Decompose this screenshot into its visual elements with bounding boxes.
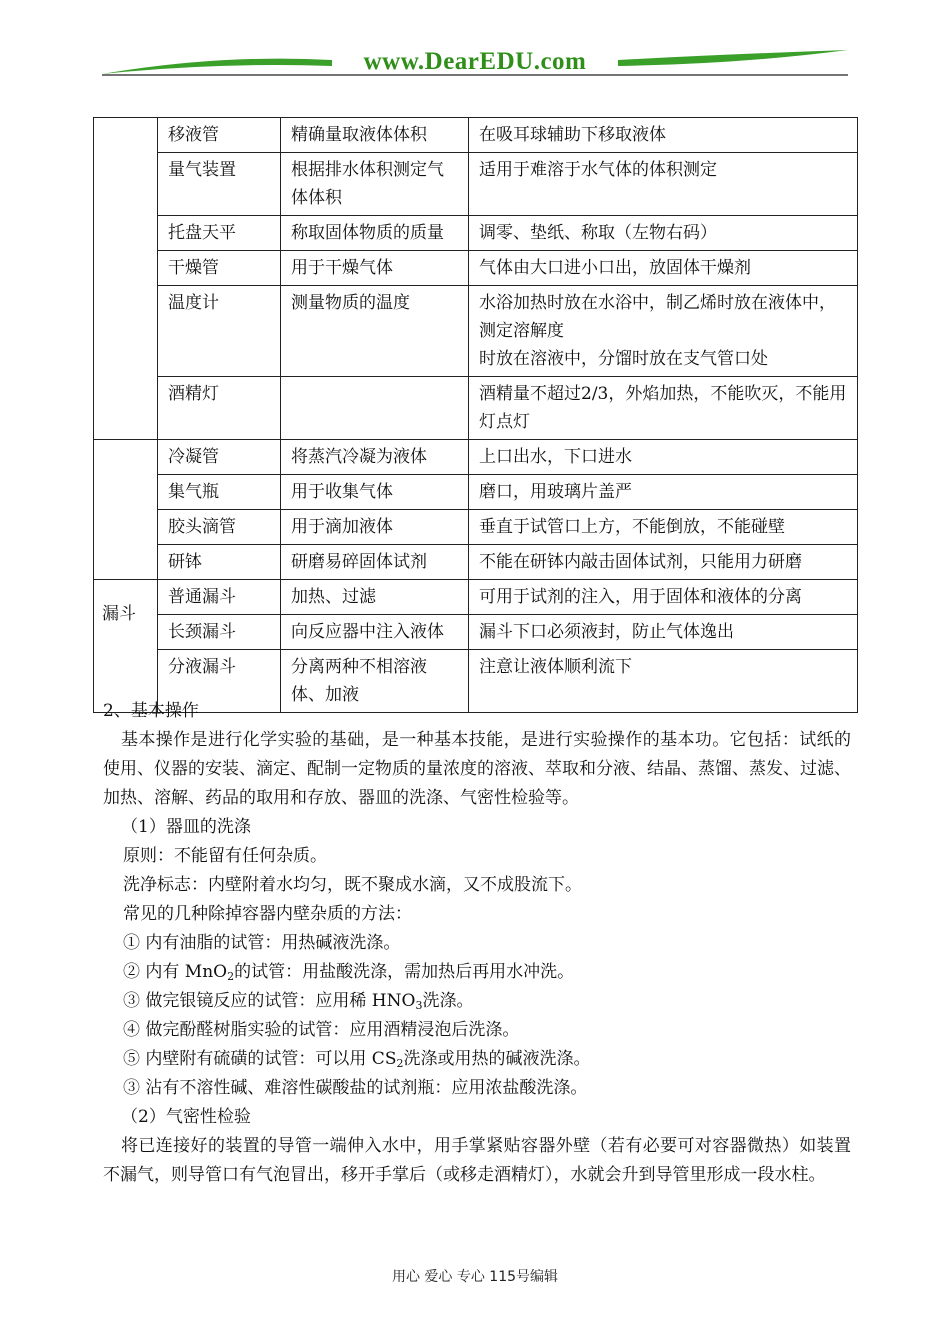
table-row [94, 286, 858, 377]
instrument-name: 量气装置 [158, 153, 281, 216]
instrument-use: 用于干燥气体 [281, 251, 469, 286]
table-row [94, 153, 858, 216]
airtight-paragraph: 将已连接好的装置的导管一端伸入水中，用手掌紧贴容器外壁（若有必要可对容器微热）如装置不漏气，则导管口有气泡冒出，移开手掌后（或移走酒精灯），水就会升到导管里形成一段水柱。 [103, 1136, 851, 1185]
table-row [94, 440, 858, 475]
instrument-name: 研钵 [158, 545, 281, 580]
instrument-table [93, 117, 858, 713]
page-footer: 用心 爱心 专心 115号编辑 [391, 1269, 559, 1285]
instrument-use: 用于收集气体 [281, 475, 469, 510]
instrument-use: 精确量取液体体积 [281, 118, 469, 153]
method-text: ③ 做完银镜反应的试管：应用稀 HNO [123, 991, 416, 1011]
category-cell [94, 118, 158, 440]
note-line: 时放在溶液中，分馏时放在支气管口处 [479, 349, 768, 369]
category-cell [94, 580, 158, 713]
table-row [94, 118, 858, 153]
instrument-note: 气体由大口进小口出，放固体干燥剂 [469, 251, 858, 286]
method-item: ④ 做完酚醛树脂实验的试管：应用酒精浸泡后洗涤。 [123, 1020, 520, 1040]
subscript: 2 [396, 1057, 404, 1070]
table-row [94, 615, 858, 650]
instrument-name: 酒精灯 [158, 377, 281, 440]
instrument-name: 托盘天平 [158, 216, 281, 251]
instrument-name: 分液漏斗 [158, 650, 281, 713]
table-row [94, 377, 858, 440]
method-item [103, 1045, 851, 1074]
table-row [94, 216, 858, 251]
methods-intro: 常见的几种除掉容器内壁杂质的方法： [123, 904, 412, 924]
instrument-name: 干燥管 [158, 251, 281, 286]
method-item: ③ 沾有不溶性碱、难溶性碳酸盐的试剂瓶：应用浓盐酸洗涤。 [123, 1078, 588, 1098]
instrument-note: 不能在研钵内敲击固体试剂，只能用力研磨 [469, 545, 858, 580]
table-row [94, 580, 858, 615]
subscript: 2 [227, 970, 235, 983]
table-row [94, 545, 858, 580]
subsection-heading: （2）气密性检验 [121, 1107, 251, 1127]
table-row [94, 251, 858, 286]
instrument-note: 适用于难溶于水气体的体积测定 [469, 153, 858, 216]
instrument-use: 向反应器中注入液体 [281, 615, 469, 650]
method-text: ② 内有 MnO [123, 962, 228, 982]
instrument-use: 加热、过滤 [281, 580, 469, 615]
table-row [94, 475, 858, 510]
principle-text: 原则：不能留有任何杂质。 [123, 846, 327, 866]
instrument-name: 长颈漏斗 [158, 615, 281, 650]
instrument-name: 冷凝管 [158, 440, 281, 475]
instrument-use: 用于滴加液体 [281, 510, 469, 545]
instrument-note: 漏斗下口必须液封，防止气体逸出 [469, 615, 858, 650]
instrument-use: 称取固体物质的质量 [281, 216, 469, 251]
instrument-note: 注意让液体顺利流下 [469, 650, 858, 713]
instrument-note: 磨口，用玻璃片盖严 [469, 475, 858, 510]
instrument-use: 分离两种不相溶液体、加液 [281, 650, 469, 713]
instrument-note: 可用于试剂的注入，用于固体和液体的分离 [469, 580, 858, 615]
instrument-name: 胶头滴管 [158, 510, 281, 545]
method-item [103, 987, 851, 1016]
instrument-use: 测量物质的温度 [281, 286, 469, 377]
method-item: ① 内有油脂的试管：用热碱液洗涤。 [123, 933, 401, 953]
category-cell [94, 440, 158, 580]
instrument-note: 上口出水，下口进水 [469, 440, 858, 475]
instrument-name: 温度计 [158, 286, 281, 377]
method-text: 洗涤。 [422, 991, 474, 1011]
instrument-note: 酒精量不超过2/3，外焰加热，不能吹灭，不能用灯点灯 [469, 377, 858, 440]
page-header [100, 44, 850, 80]
instrument-name: 集气瓶 [158, 475, 281, 510]
clean-mark-text: 洗净标志：内壁附着水均匀，既不聚成水滴，又不成股流下。 [123, 875, 582, 895]
subsection-heading: （1）器皿的洗涤 [121, 817, 251, 837]
instrument-name: 普通漏斗 [158, 580, 281, 615]
method-text: 的试管：用盐酸洗涤，需加热后再用水冲洗。 [234, 962, 575, 982]
subscript: 3 [415, 999, 423, 1012]
instrument-use: 研磨易碎固体试剂 [281, 545, 469, 580]
section-body [103, 697, 851, 1190]
instrument-note: 垂直于试管口上方，不能倒放，不能碰壁 [469, 510, 858, 545]
table-row [94, 510, 858, 545]
intro-paragraph: 基本操作是进行化学实验的基础，是一种基本技能，是进行实验操作的基本功。它包括：试纸的使用、仪器的安装、滴定、配制一定物质的量浓度的溶液、萃取和分液、结晶、蒸馏、蒸发、过滤、加热、溶解、药品的取用和存放、器皿的洗涤、气密性检验等。 [103, 730, 851, 808]
instrument-note [469, 286, 858, 377]
note-line: 水浴加热时放在水浴中，制乙烯时放在液体中，测定溶解度 [479, 293, 836, 341]
section-heading: 2、基本操作 [103, 701, 199, 721]
instrument-use: 将蒸汽冷凝为液体 [281, 440, 469, 475]
method-text: 洗涤或用热的碱液洗涤。 [403, 1049, 591, 1069]
method-text: ⑤ 内壁附有硫磺的试管：可以用 CS [123, 1049, 397, 1069]
site-logo[interactable]: www.DearEDU.com [363, 48, 587, 75]
instrument-note: 调零、垫纸、称取（左物右码） [469, 216, 858, 251]
instrument-note: 在吸耳球辅助下移取液体 [469, 118, 858, 153]
method-item [103, 958, 851, 987]
instrument-use: 根据排水体积测定气体体积 [281, 153, 469, 216]
instrument-name: 移液管 [158, 118, 281, 153]
instrument-use [281, 377, 469, 440]
category-label: 漏斗 [102, 604, 136, 624]
